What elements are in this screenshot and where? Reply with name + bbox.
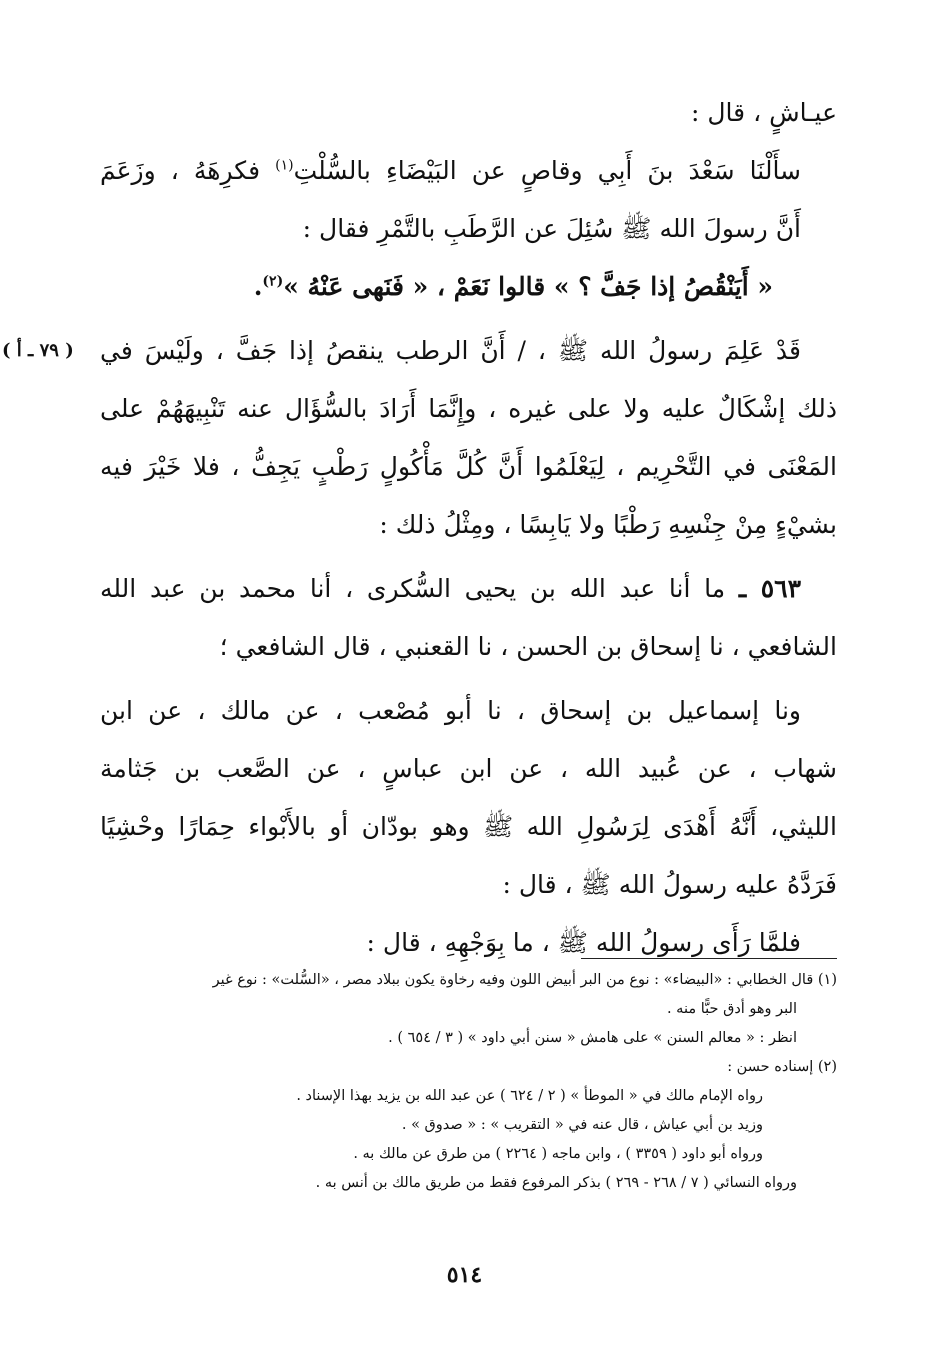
footnote-line: رواه الإمام مالك في « الموطأ » ( ٢ / ٦٢٤ ) عن عبد الله بن يزيد بهذا الإسناد . <box>296 1088 763 1104</box>
paragraph-commentary <box>100 322 837 554</box>
text-line: الليثي، أَنَّهُ أَهْدَى لِرَسُولِ الله ﷺ وهو بودّان أو بالأَبْواء حِمَارًا وحْشِيًا <box>100 812 837 841</box>
text-line: المَعْنَى في التَّحْرِيم ، لِيَعْلَمُوا أَنَّ كُلَّ مَأْكُولٍ رَطْبٍ يَجِفُّ ، فلا خَيْرَ فيه <box>100 452 837 481</box>
text-line: فلمَّا رَأَى رسولُ الله ﷺ ، ما بِوَجْهِهِ ، قال : <box>366 928 801 957</box>
footnote-line: وزيد بن أبي عياش ، قال عنه في « التقريب » : « صدوق » . <box>401 1117 763 1133</box>
footnote-mark-1: (١) <box>275 157 294 174</box>
text-segment: فكرِهَهُ ، وزَعَمَ <box>100 156 276 185</box>
footnote-line: البر وهو أدق حبًّا منه . <box>666 1001 797 1017</box>
text-line: عيـاشٍ ، قال : <box>691 98 837 127</box>
margin-folio-note: ( ٧٩ ـ أ ) <box>2 340 74 361</box>
paragraph-closing <box>100 914 837 972</box>
footnote-divider <box>581 958 837 959</box>
text-line: شهاب ، عن عُبيد الله ، عن ابن عباسٍ ، عن الصَّعب بن جَثامة <box>100 754 837 783</box>
page-number: ٥١٤ <box>446 1262 483 1288</box>
text-line: ونا إسماعيل بن إسحاق ، نا أبو مُصْعب ، عن مالك ، عن ابن <box>100 696 801 725</box>
footnote-line: ورواه أبو داود ( ٣٣٥٩ ) ، وابن ماجه ( ٢٢٦٤ ) من طرق عن مالك به . <box>353 1146 763 1162</box>
paragraph-hadith-1 <box>100 142 837 316</box>
text-line: قَدْ عَلِمَ رسولُ الله ﷺ ، / أَنَّ الرطب ينقصُ إذا جَفَّ ، ولَيْسَ في <box>100 336 801 365</box>
text-line <box>100 560 837 618</box>
text-segment: . <box>253 272 263 301</box>
footnote-line: ورواه النسائي ( ٧ / ٢٦٨ - ٢٦٩ ) بذكر المرفوع فقط من طريق مالك بن أنس به . <box>315 1175 797 1191</box>
text-segment: « أَيَنْقُصُ إذا جَفَّ ؟ » قالوا نَعَمْ ، « فَنَهى عَنْهُ » <box>283 272 773 301</box>
text-segment: سأَلْنَا سَعْدَ بنَ أَبِي وقاصٍ عن البَيْضَاءِ بالسُّلْتِ <box>293 156 802 185</box>
footnote-line: (١) قال الخطابي : «البيضاء» : نوع من البر أبيض اللون وفيه رخاوة يكون ببلاد مصر ، «السُّلت» : نوع غير <box>212 972 837 988</box>
footnote-line: انظر : « معالم السنن » على هامش « سنن أبي داود » ( ٣ / ٦٥٤ ) . <box>388 1030 797 1046</box>
paragraph-intro <box>100 84 837 142</box>
text-line: بشيْءٍ مِنْ جِنْسِهِ رَطْبًا ولا يَابِسًا ، ومِثْلُ ذلك : <box>379 510 837 539</box>
footnotes <box>100 966 837 1198</box>
footnote-mark-2: (٢) <box>262 273 284 290</box>
text-line: أَنَّ رسولَ الله ﷺ سُئِلَ عن الرَّطَبِ بالتَّمْرِ فقال : <box>302 214 801 243</box>
text-line: الشافعي ، نا إسحاق بن الحسن ، نا القعنبي ، قال الشافعي ؛ <box>219 632 837 661</box>
footnote-line: (٢) إسناده حسن : <box>727 1059 837 1075</box>
text-line <box>100 142 837 200</box>
paragraph-hadith-563 <box>100 560 837 676</box>
text-line: ذلك إشْكَالٌ عليه ولا على غيره ، وإِنَّمَا أَرَادَ بالسُّؤَال عنه تَنْبِيهَهُمْ على <box>100 394 837 423</box>
text-line: فَرَدَّهُ عليه رسولُ الله ﷺ ، قال : <box>502 870 837 899</box>
text-segment: ما أنا عبد الله بن يحيى السُّكرى ، أنا محمد بن عبد الله <box>100 574 739 603</box>
text-line <box>100 258 837 316</box>
main-text <box>100 84 837 972</box>
paragraph-chain <box>100 682 837 914</box>
hadith-number: ٥٦٣ ـ <box>738 574 802 603</box>
